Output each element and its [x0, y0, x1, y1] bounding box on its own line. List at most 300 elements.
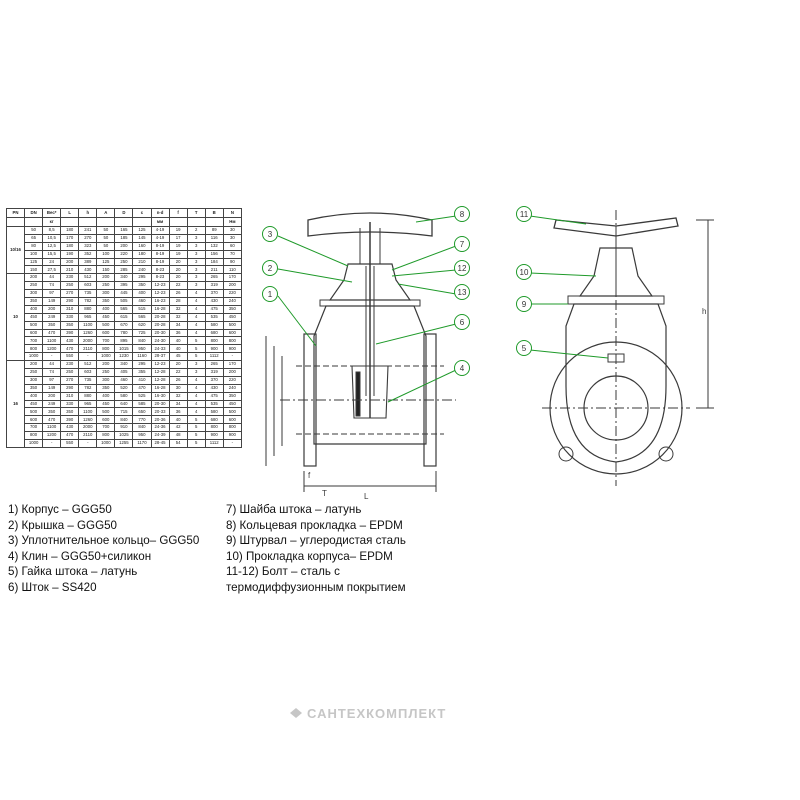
table-cell: 250 — [97, 369, 115, 377]
table-cell: 240 — [133, 266, 151, 274]
table-cell: 20-33 — [151, 408, 169, 416]
table-cell: 26 — [169, 376, 187, 384]
table-cell: 230 — [61, 361, 79, 369]
table-cell: 1000 — [97, 440, 115, 448]
table-cell: 285 — [115, 266, 133, 274]
table-cell: 200 — [25, 274, 43, 282]
table-cell: 350 — [223, 305, 241, 313]
table-cell: 400 — [97, 305, 115, 313]
table-cell: 715 — [115, 408, 133, 416]
table-cell: 450 — [223, 400, 241, 408]
table-cell: 350 — [61, 321, 79, 329]
table-cell: 5 — [187, 353, 205, 361]
table-cell: 15,5 — [43, 250, 61, 258]
table-cell: 350 — [43, 408, 61, 416]
callout-label-6: 6 — [459, 318, 465, 327]
table-cell: 250 — [115, 258, 133, 266]
table-cell: 295 — [133, 274, 151, 282]
table-header-cell: B — [205, 209, 223, 218]
table-cell: 45 — [169, 353, 187, 361]
table-cell: 950 — [133, 345, 151, 353]
legend-item-6: 6) Шток – SS420 — [8, 580, 97, 594]
table-cell: 580 — [115, 392, 133, 400]
table-cell: 600 — [97, 329, 115, 337]
table-cell: 400 — [133, 290, 151, 298]
table-subheader-cell — [97, 218, 115, 227]
table-cell: 230 — [61, 274, 79, 282]
table-cell: 900 — [223, 432, 241, 440]
table-cell: 340 — [115, 361, 133, 369]
table-header-cell: T — [187, 209, 205, 218]
table-cell: 3 — [187, 369, 205, 377]
table-cell: 16-28 — [151, 384, 169, 392]
table-cell: 430 — [61, 337, 79, 345]
table-cell: 116 — [205, 234, 223, 242]
table-cell: 36 — [169, 408, 187, 416]
table-cell: 389 — [79, 258, 97, 266]
table-cell: 156 — [205, 250, 223, 258]
table-cell: 475 — [205, 392, 223, 400]
table-cell: - — [79, 353, 97, 361]
table-cell: 450 — [97, 400, 115, 408]
parts-legend-left — [8, 502, 199, 596]
table-cell: 670 — [115, 321, 133, 329]
pn-group-cell: 16 — [7, 361, 25, 448]
dim-label-l: L — [364, 492, 369, 501]
table-cell: 535 — [205, 313, 223, 321]
table-cell: 350 — [97, 384, 115, 392]
table-cell: 295 — [133, 361, 151, 369]
callout-label-12: 12 — [457, 264, 467, 273]
table-cell: 4 — [187, 305, 205, 313]
table-cell: 1230 — [115, 353, 133, 361]
table-cell: 210 — [133, 258, 151, 266]
table-cell: 350 — [223, 392, 241, 400]
table-cell: 20-28 — [151, 313, 169, 321]
table-cell: 180 — [61, 227, 79, 235]
table-cell: 735 — [79, 290, 97, 298]
table-cell: 300 — [97, 376, 115, 384]
legend-item-4: 4) Клин – GGG50+силикон — [8, 549, 152, 563]
table-cell: 5 — [187, 337, 205, 345]
table-cell: 800 — [25, 345, 43, 353]
table-header-cell: DN — [25, 209, 43, 218]
table-header-cell: D — [115, 209, 133, 218]
table-cell: 900 — [205, 432, 223, 440]
table-cell: 840 — [133, 337, 151, 345]
table-cell: 19 — [169, 227, 187, 235]
table-cell: 700 — [25, 424, 43, 432]
table-cell: 150 — [97, 266, 115, 274]
table-cell: 44 — [43, 274, 61, 282]
table-cell: 1200 — [43, 345, 61, 353]
watermark-brand — [289, 706, 446, 721]
table-cell: 400 — [25, 392, 43, 400]
table-header-cell: h — [79, 209, 97, 218]
legend-item-7: 7) Шайба штока – латунь — [226, 503, 362, 516]
table-cell: 585 — [133, 400, 151, 408]
table-cell: 1112 — [205, 440, 223, 448]
table-cell: 800 — [25, 432, 43, 440]
table-cell: 900 — [205, 345, 223, 353]
table-cell: 89 — [205, 227, 223, 235]
table-cell: 40 — [169, 337, 187, 345]
table-cell: 525 — [133, 392, 151, 400]
table-cell: 1100 — [43, 424, 61, 432]
table-cell: 4 — [187, 376, 205, 384]
table-cell: 40 — [169, 345, 187, 353]
table-cell: 200 — [25, 361, 43, 369]
table-cell: 240 — [223, 384, 241, 392]
table-cell: 950 — [133, 432, 151, 440]
legend-item-1: 1) Корпус – GGG50 — [8, 503, 112, 516]
table-cell: 350 — [43, 321, 61, 329]
table-subheader-cell — [133, 218, 151, 227]
table-cell: 2110 — [79, 432, 97, 440]
table-cell: 8-19 — [151, 242, 169, 250]
table-cell: 3 — [187, 258, 205, 266]
table-cell: 965 — [79, 313, 97, 321]
table-cell: - — [43, 440, 61, 448]
table-cell: 44 — [43, 361, 61, 369]
table-cell: 100 — [97, 250, 115, 258]
table-cell: 700 — [25, 337, 43, 345]
table-cell: 12-23 — [151, 290, 169, 298]
table-cell: 200 — [43, 305, 61, 313]
table-subheader-cell — [61, 218, 79, 227]
table-cell: 50 — [25, 227, 43, 235]
table-subheader-cell — [187, 218, 205, 227]
table-cell: 42 — [169, 424, 187, 432]
table-cell: 20 — [169, 266, 187, 274]
table-cell: 550 — [61, 440, 79, 448]
table-cell: 550 — [61, 353, 79, 361]
table-row — [7, 337, 242, 345]
table-cell: 12,5 — [43, 242, 61, 250]
callout-label-11: 11 — [519, 210, 529, 219]
table-cell: 4 — [187, 392, 205, 400]
table-cell: 4 — [187, 384, 205, 392]
table-cell: 4-19 — [151, 227, 169, 235]
table-cell: 3 — [187, 282, 205, 290]
table-cell: 24-33 — [151, 345, 169, 353]
table-cell: 300 — [25, 290, 43, 298]
table-cell: 30 — [169, 384, 187, 392]
table-cell: 4 — [187, 400, 205, 408]
table-row — [7, 329, 242, 337]
table-cell: 170 — [61, 234, 79, 242]
table-cell: 30 — [223, 234, 241, 242]
table-row — [7, 416, 242, 424]
table-cell: 3 — [187, 266, 205, 274]
table-cell: 470 — [43, 416, 61, 424]
table-cell: 249 — [43, 400, 61, 408]
table-cell: 350 — [133, 282, 151, 290]
table-cell: 200 — [97, 361, 115, 369]
table-cell: 319 — [205, 369, 223, 377]
table-cell: 725 — [133, 329, 151, 337]
table-cell: 355 — [133, 369, 151, 377]
table-cell: 28-45 — [151, 440, 169, 448]
callout-label-1: 1 — [267, 290, 273, 299]
table-cell: 445 — [115, 290, 133, 298]
table-cell: 410 — [133, 376, 151, 384]
legend-item-3: 3) Уплотнительное кольцо– GGG50 — [8, 534, 200, 548]
table-cell: 615 — [115, 313, 133, 321]
table-cell: 16-28 — [151, 305, 169, 313]
callout-label-10: 10 — [519, 268, 529, 277]
table-cell: 4 — [187, 290, 205, 298]
table-cell: 350 — [25, 298, 43, 306]
table-cell: 34 — [169, 321, 187, 329]
table-cell: 74 — [43, 369, 61, 377]
table-cell: 220 — [115, 250, 133, 258]
table-cell: 1160 — [133, 353, 151, 361]
table-cell: 250 — [61, 369, 79, 377]
table-cell: 211 — [205, 266, 223, 274]
table-cell: 97 — [43, 376, 61, 384]
table-cell: 800 — [97, 432, 115, 440]
table-cell: 1100 — [79, 408, 97, 416]
table-cell: 65 — [25, 234, 43, 242]
table-cell: 290 — [61, 384, 79, 392]
table-cell: 512 — [79, 361, 97, 369]
dim-label-t: T — [322, 489, 327, 498]
table-cell: 352 — [79, 250, 97, 258]
table-cell: 782 — [79, 298, 97, 306]
table-cell: 290 — [61, 298, 79, 306]
table-cell: 600 — [223, 416, 241, 424]
table-cell: 170 — [223, 274, 241, 282]
table-cell: 782 — [79, 384, 97, 392]
table-cell: 12-28 — [151, 376, 169, 384]
table-cell: 580 — [205, 408, 223, 416]
callout-label-4: 4 — [459, 364, 465, 373]
table-cell: 4 — [187, 408, 205, 416]
table-cell: 20-28 — [151, 321, 169, 329]
table-cell: - — [43, 353, 61, 361]
table-cell: 1260 — [79, 329, 97, 337]
table-cell: 145 — [133, 234, 151, 242]
table-cell: 310 — [61, 305, 79, 313]
table-row — [7, 369, 242, 377]
callout-label-2: 2 — [267, 264, 273, 273]
table-cell: 650 — [133, 408, 151, 416]
table-cell: 735 — [79, 376, 97, 384]
table-cell: 24-30 — [151, 337, 169, 345]
table-row — [7, 234, 242, 242]
table-cell: 500 — [97, 408, 115, 416]
table-cell: 3 — [187, 250, 205, 258]
table-cell: 97 — [43, 290, 61, 298]
table-cell: 400 — [97, 392, 115, 400]
table-cell: 241 — [79, 227, 97, 235]
table-cell: 600 — [97, 416, 115, 424]
table-cell: 895 — [115, 337, 133, 345]
table-cell: 149 — [43, 298, 61, 306]
table-cell: 600 — [223, 329, 241, 337]
table-cell: 430 — [79, 266, 97, 274]
table-row — [7, 242, 242, 250]
table-cell: 840 — [115, 416, 133, 424]
table-row — [7, 376, 242, 384]
table-cell: 700 — [97, 424, 115, 432]
table-cell: 180 — [61, 242, 79, 250]
table-cell: 500 — [223, 321, 241, 329]
table-cell: 5 — [187, 416, 205, 424]
table-cell: 340 — [115, 274, 133, 282]
table-cell: 210 — [61, 266, 79, 274]
table-cell: 20 — [169, 258, 187, 266]
table-cell: 220 — [223, 290, 241, 298]
table-cell: 28 — [169, 298, 187, 306]
table-cell: 5 — [187, 440, 205, 448]
table-cell: 3 — [187, 234, 205, 242]
table-cell: 2110 — [79, 345, 97, 353]
table-cell: 170 — [223, 361, 241, 369]
table-cell: 770 — [133, 416, 151, 424]
table-cell: 19 — [169, 250, 187, 258]
table-cell: 200 — [61, 258, 79, 266]
table-cell: 535 — [205, 400, 223, 408]
table-cell: 1000 — [25, 353, 43, 361]
table-cell: 470 — [61, 345, 79, 353]
table-cell: 310 — [61, 392, 79, 400]
table-cell: 30 — [223, 227, 241, 235]
table-cell: 24-39 — [151, 432, 169, 440]
table-cell: 110 — [223, 266, 241, 274]
table-cell: 8-19 — [151, 258, 169, 266]
table-row — [7, 424, 242, 432]
table-cell: 470 — [133, 384, 151, 392]
table-cell: 125 — [25, 258, 43, 266]
table-cell: 430 — [205, 384, 223, 392]
table-row — [7, 258, 242, 266]
table-row — [7, 321, 242, 329]
table-cell: 2000 — [79, 424, 97, 432]
table-row — [7, 408, 242, 416]
table-cell: 900 — [223, 345, 241, 353]
side-view-section — [542, 210, 714, 486]
table-cell: 20 — [169, 361, 187, 369]
table-cell: 22 — [169, 282, 187, 290]
table-cell: 250 — [25, 369, 43, 377]
table-cell: 470 — [61, 432, 79, 440]
table-cell: 4 — [187, 321, 205, 329]
table-cell: - — [79, 440, 97, 448]
table-cell: 350 — [25, 384, 43, 392]
table-subheader-cell: мм — [151, 218, 169, 227]
callout-label-5: 5 — [521, 344, 527, 353]
table-row — [7, 361, 242, 369]
table-cell: 370 — [205, 290, 223, 298]
table-cell: 80 — [25, 242, 43, 250]
table-cell: 4-19 — [151, 234, 169, 242]
table-subheader-cell — [205, 218, 223, 227]
table-cell: 200 — [43, 392, 61, 400]
table-cell: 36 — [169, 329, 187, 337]
table-cell: 20-30 — [151, 400, 169, 408]
table-cell: 48 — [169, 432, 187, 440]
table-row — [7, 298, 242, 306]
table-cell: 500 — [25, 408, 43, 416]
table-cell: 184 — [205, 258, 223, 266]
table-cell: 450 — [97, 313, 115, 321]
table-cell: 22 — [169, 369, 187, 377]
dim-label-h: h — [702, 307, 707, 316]
table-subheader-cell — [115, 218, 133, 227]
table-cell: 700 — [97, 337, 115, 345]
table-cell: 54 — [169, 440, 187, 448]
parts-legend-right — [226, 502, 406, 596]
table-cell: 8-23 — [151, 266, 169, 274]
table-row — [7, 400, 242, 408]
watermark-text: САНТЕХКОМПЛЕКТ — [307, 706, 447, 721]
table-cell: 50 — [97, 242, 115, 250]
brand-logo-icon — [289, 707, 303, 719]
table-header-cell: c — [133, 209, 151, 218]
legend-item-2: 2) Крышка – GGG50 — [8, 518, 117, 532]
table-cell: 500 — [25, 321, 43, 329]
table-cell: 910 — [115, 424, 133, 432]
table-cell: 20-30 — [151, 329, 169, 337]
table-cell: 330 — [61, 400, 79, 408]
table-cell: 512 — [79, 274, 97, 282]
table-cell: 350 — [61, 408, 79, 416]
table-cell: 450 — [223, 313, 241, 321]
table-cell: 430 — [205, 298, 223, 306]
table-cell: 12-23 — [151, 282, 169, 290]
table-cell: 32 — [169, 392, 187, 400]
table-row — [7, 392, 242, 400]
table-cell: 40 — [169, 416, 187, 424]
legend-item-9: 9) Штурвал – углеродистая сталь — [226, 534, 406, 548]
table-cell: 330 — [61, 313, 79, 321]
table-cell: - — [223, 440, 241, 448]
table-cell: 50 — [97, 234, 115, 242]
table-cell: 5 — [187, 345, 205, 353]
table-cell: 565 — [115, 305, 133, 313]
table-cell: 300 — [97, 290, 115, 298]
table-cell: 500 — [97, 321, 115, 329]
table-cell: 265 — [205, 361, 223, 369]
legend-item-5: 5) Гайка штока – латунь — [8, 565, 138, 579]
table-cell: 27,5 — [43, 266, 61, 274]
table-cell: 200 — [115, 242, 133, 250]
table-cell: 34 — [169, 400, 187, 408]
table-cell: 12-23 — [151, 361, 169, 369]
table-cell: 5 — [187, 432, 205, 440]
table-subheader-cell — [169, 218, 187, 227]
table-cell: 165 — [115, 227, 133, 235]
table-cell: 190 — [61, 250, 79, 258]
table-cell: 4 — [187, 329, 205, 337]
table-cell: 70 — [223, 250, 241, 258]
table-subheader-cell: кг — [43, 218, 61, 227]
table-cell: 350 — [97, 298, 115, 306]
table-cell: 680 — [205, 329, 223, 337]
table-cell: 100 — [25, 250, 43, 258]
table-cell: 50 — [97, 227, 115, 235]
table-cell: 270 — [61, 376, 79, 384]
table-cell: 800 — [205, 424, 223, 432]
table-row — [7, 432, 242, 440]
table-cell: 60 — [223, 242, 241, 250]
table-cell: 390 — [61, 329, 79, 337]
table-header-cell: f — [169, 209, 187, 218]
table-cell: 780 — [115, 329, 133, 337]
table-cell: 1200 — [43, 432, 61, 440]
